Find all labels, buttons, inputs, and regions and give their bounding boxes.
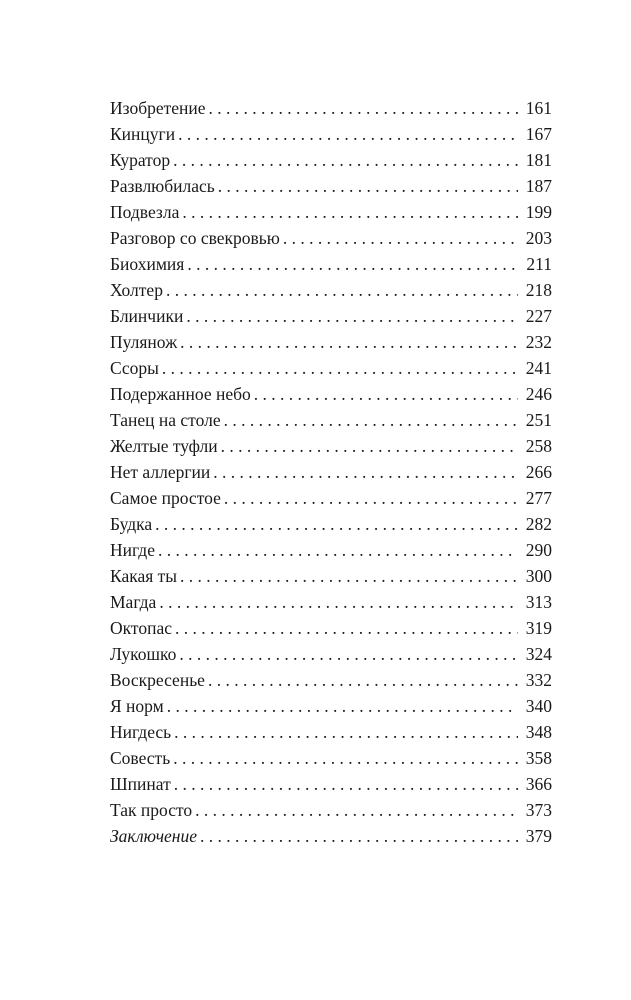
dot-leader <box>166 277 518 303</box>
toc-entry-title: Блинчики <box>110 306 184 326</box>
toc-entry-title: Так просто <box>110 800 193 820</box>
toc-entry-title: Ссоры <box>110 358 159 378</box>
toc-entry-page-number: 373 <box>525 800 552 820</box>
toc-entry-page-number: 227 <box>525 306 552 326</box>
dot-leader <box>182 199 518 225</box>
toc-entry-page-number: 282 <box>525 514 552 534</box>
toc-entry <box>110 693 552 719</box>
toc-entry-page-number: 199 <box>525 202 552 222</box>
toc-entry-page-number: 366 <box>525 774 552 794</box>
dot-leader <box>254 381 518 407</box>
toc-entry-page-number: 340 <box>525 696 552 716</box>
toc-entry <box>110 95 552 121</box>
toc-entry-title: Шпинат <box>110 774 171 794</box>
toc-entry <box>110 147 552 173</box>
dot-leader <box>213 459 518 485</box>
dot-leader <box>187 251 518 277</box>
toc-entry-title: Подержанное небо <box>110 384 251 404</box>
toc-entry <box>110 459 552 485</box>
toc-entry-title: Совесть <box>110 748 171 768</box>
toc-entry-page-number: 348 <box>525 722 552 742</box>
toc-entry-title: Октопас <box>110 618 172 638</box>
toc-entry <box>110 329 552 355</box>
toc-entry-page-number: 258 <box>525 436 552 456</box>
toc-entry-page-number: 277 <box>525 488 552 508</box>
toc-entry-page-number: 181 <box>525 150 552 170</box>
dot-leader <box>209 95 518 121</box>
toc-entry <box>110 407 552 433</box>
dot-leader <box>186 303 518 329</box>
toc-entry-title: Заключение <box>110 826 198 846</box>
dot-leader <box>179 641 518 667</box>
dot-leader <box>180 563 518 589</box>
toc-entry-title: Желтые туфли <box>110 436 218 456</box>
dot-leader <box>155 511 518 537</box>
toc-entry <box>110 615 552 641</box>
dot-leader <box>173 147 518 173</box>
toc-entry <box>110 745 552 771</box>
toc-entry-page-number: 203 <box>525 228 552 248</box>
toc-entry <box>110 771 552 797</box>
toc-entry-title: Я норм <box>110 696 164 716</box>
toc-entry <box>110 433 552 459</box>
dot-leader <box>218 173 518 199</box>
toc-entry-title: Самое простое <box>110 488 221 508</box>
toc-entry <box>110 121 552 147</box>
toc-entry <box>110 303 552 329</box>
dot-leader <box>174 719 518 745</box>
dot-leader <box>208 667 518 693</box>
toc-entry-page-number: 313 <box>525 592 552 612</box>
dot-leader <box>224 407 518 433</box>
toc-entry-title: Нет аллергии <box>110 462 211 482</box>
toc-entry-page-number: 241 <box>525 358 552 378</box>
toc-entry-title: Кинцуги <box>110 124 176 144</box>
dot-leader <box>221 433 518 459</box>
toc-entry-title: Какая ты <box>110 566 178 586</box>
toc-entry <box>110 667 552 693</box>
toc-entry <box>110 277 552 303</box>
dot-leader <box>224 485 518 511</box>
toc-entry-page-number: 379 <box>525 826 552 846</box>
toc-entry-title: Холтер <box>110 280 163 300</box>
toc-entry <box>110 485 552 511</box>
toc-entry <box>110 823 552 849</box>
toc-entry-title: Лукошко <box>110 644 177 664</box>
toc-entry-page-number: 332 <box>525 670 552 690</box>
toc-entry-page-number: 232 <box>525 332 552 352</box>
toc-entry-page-number: 300 <box>525 566 552 586</box>
toc-entry <box>110 797 552 823</box>
dot-leader <box>174 771 518 797</box>
dot-leader <box>195 797 518 823</box>
toc-entry <box>110 641 552 667</box>
toc-entry-title: Пулянож <box>110 332 178 352</box>
dot-leader <box>175 615 518 641</box>
toc-entry-title: Нигде <box>110 540 155 560</box>
toc-entry-page-number: 187 <box>525 176 552 196</box>
toc-entry-page-number: 324 <box>525 644 552 664</box>
toc-entry <box>110 589 552 615</box>
toc-entry-page-number: 290 <box>525 540 552 560</box>
toc-entry-title: Изобретение <box>110 98 206 118</box>
toc-entry-page-number: 161 <box>525 98 552 118</box>
toc-entry-title: Разговор со свекровью <box>110 228 280 248</box>
dot-leader <box>159 589 518 615</box>
dot-leader <box>180 329 518 355</box>
dot-leader <box>200 823 518 849</box>
toc-entry-title: Куратор <box>110 150 171 170</box>
toc-entry <box>110 719 552 745</box>
toc-entry-title: Танец на столе <box>110 410 221 430</box>
dot-leader <box>173 745 518 771</box>
toc-entry-title: Развлюбилась <box>110 176 215 196</box>
toc-entry-page-number: 167 <box>525 124 552 144</box>
toc-entry <box>110 251 552 277</box>
dot-leader <box>158 537 518 563</box>
table-of-contents <box>110 95 552 849</box>
toc-entry-title: Воскресенье <box>110 670 205 690</box>
toc-entry-page-number: 251 <box>525 410 552 430</box>
toc-entry-title: Магда <box>110 592 157 612</box>
toc-entry <box>110 355 552 381</box>
toc-entry <box>110 173 552 199</box>
toc-entry <box>110 225 552 251</box>
toc-entry-title: Нигдесь <box>110 722 172 742</box>
dot-leader <box>178 121 518 147</box>
toc-entry-page-number: 211 <box>526 254 552 274</box>
toc-entry-page-number: 246 <box>525 384 552 404</box>
dot-leader <box>167 693 518 719</box>
dot-leader <box>283 225 518 251</box>
toc-entry <box>110 511 552 537</box>
toc-entry <box>110 381 552 407</box>
toc-entry-page-number: 266 <box>525 462 552 482</box>
dot-leader <box>162 355 518 381</box>
toc-entry-title: Подвезла <box>110 202 180 222</box>
toc-entry-page-number: 218 <box>525 280 552 300</box>
toc-entry <box>110 537 552 563</box>
toc-entry-title: Будка <box>110 514 153 534</box>
toc-entry-title: Биохимия <box>110 254 185 274</box>
toc-entry <box>110 199 552 225</box>
toc-entry-page-number: 358 <box>525 748 552 768</box>
toc-entry-page-number: 319 <box>525 618 552 638</box>
toc-entry <box>110 563 552 589</box>
